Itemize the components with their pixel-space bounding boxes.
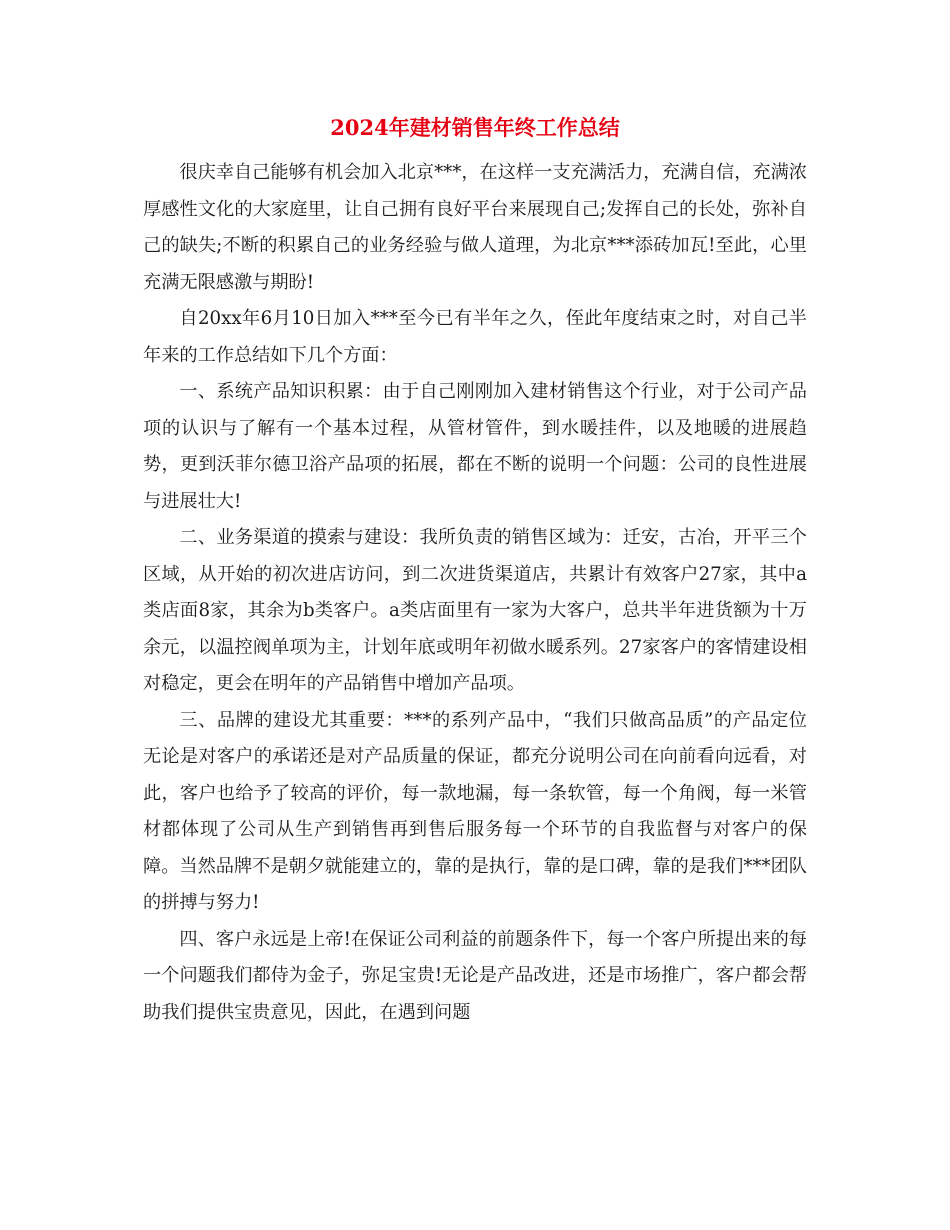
paragraph-section-2: 二、业务渠道的摸索与建设：我所负责的销售区域为：迁安，古冶，开平三个区域，从开始的初次进店访问，到二次进货渠道店，共累计有效客户27家，其中a类店面8家，其余为b类客户。a类店面里有一家为大客户，总共半年进货额为十万余元，以温控阀单项为主，计划年底或明年初做水暖系列。27家客户的客情建设相对稳定，更会在明年的产品销售中增加产品项。: [143, 527, 807, 694]
document-body: [143, 155, 807, 1031]
paragraph-summary-lead: 自20xx年6月10日加入***至今已有半年之久，侄此年度结束之时，对自己半年来的工作总结如下几个方面：: [143, 308, 807, 366]
paragraph-section-3: 三、品牌的建设尤其重要：***的系列产品中，“我们只做高品质”的产品定位无论是对客户的承诺还是对产品质量的保证，都充分说明公司在向前看向远看，对此，客户也给予了较高的评价，每一款地漏，每一条软管，每一个角阀，每一米管材都体现了公司从生产到销售再到售后服务每一个环节的自我监督与对客户的保障。当然品牌不是朝夕就能建立的，靠的是执行，靠的是口碑，靠的是我们***团队的拼搏与努力!: [143, 709, 807, 913]
document-title: 2024年建材销售年终工作总结: [330, 115, 620, 140]
paragraph-intro: 很庆幸自己能够有机会加入北京***，在这样一支充满活力，充满自信，充满浓厚感性文化的大家庭里，让自己拥有良好平台来展现自己;发挥自己的长处，弥补自己的缺失;不断的积累自己的业务经验与做人道理，为北京***添砖加瓦!至此，心里充满无限感激与期盼!: [143, 162, 807, 293]
paragraph-section-1: 一、系统产品知识积累：由于自己刚刚加入建材销售这个行业，对于公司产品项的认识与了解有一个基本过程，从管材管件，到水暖挂件，以及地暖的进展趋势，更到沃菲尔德卫浴产品项的拓展，都在不断的说明一个问题：公司的良性进展与进展壮大!: [143, 381, 807, 512]
paragraph-section-4: 四、客户永远是上帝!在保证公司利益的前题条件下，每一个客户所提出来的每一个问题我们都侍为金子，弥足宝贵!无论是产品改进，还是市场推广，客户都会帮助我们提供宝贵意见，因此，在遇到问题: [143, 928, 807, 1023]
